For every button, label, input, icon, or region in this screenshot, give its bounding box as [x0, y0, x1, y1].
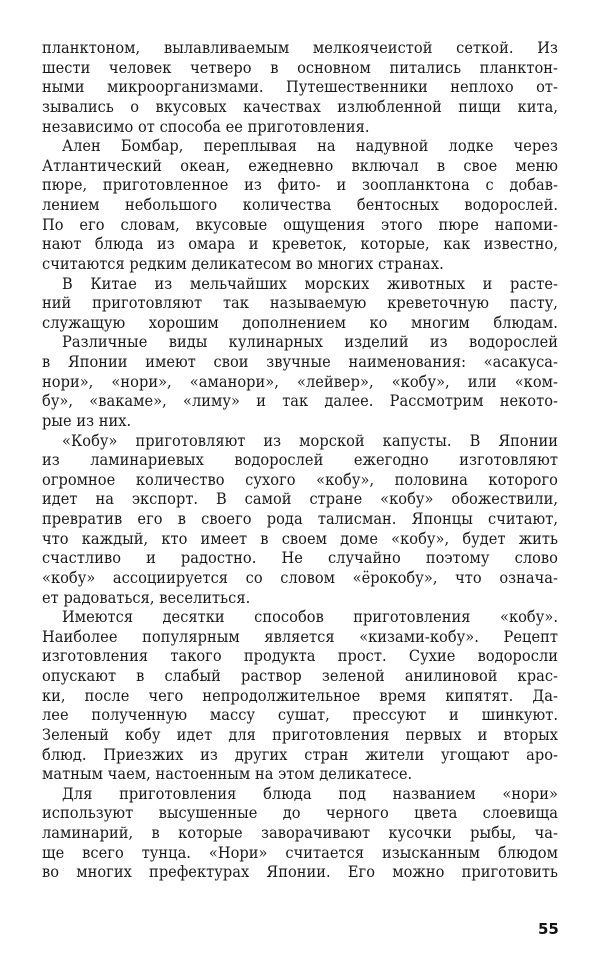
text-line: По его словам, вкусовые ощущения этого пюре напоми- [42, 214, 558, 234]
text-line: идет на экспорт. В самой стране «кобу» обожествили, [42, 489, 558, 509]
text-line: во многих префектурах Японии. Его можно приготовить [42, 862, 558, 882]
text-line: пюре, приготовленное из фито- и зоопланктона с добав- [42, 175, 558, 195]
text-line: В Китае из мельчайших морских животных и расте- [62, 273, 558, 293]
paragraph-5 [42, 431, 558, 608]
text-line: Наиболее популярным является «кизами-кобу». Рецепт [42, 626, 558, 646]
text-line: что каждый, кто имеет в своем доме «кобу», будет жить [42, 528, 558, 548]
text-line: планктоном, вылавливаемым мелкоячеистой сеткой. Из [42, 38, 558, 57]
text-line: нори», «нори», «аманори», «лейвер», «кобу», или «ком- [42, 371, 558, 391]
text-line: «Кобу» приготовляют из морской капусты. В Японии [62, 430, 558, 450]
text-line: блюд. Приезжих из других стран жители угощают аро- [42, 744, 558, 764]
text-line: из ламинариевых водорослей ежегодно изготовляют [42, 450, 558, 470]
paragraph-4 [42, 332, 558, 430]
text-line: независимо от способа ее приготовления. [42, 116, 370, 136]
text-line: ламинарий, в которые заворачивают кусочки рыбы, ча- [42, 823, 558, 842]
text-line: бу», «вакаме», «лиму» и так далее. Рассмотрим некото- [42, 391, 558, 411]
paragraph-1 [42, 38, 558, 136]
text-line: матным чаем, настоенным на этом деликатесе. [42, 764, 413, 784]
text-line: ки, после чего непродолжительное время кипятят. Да- [42, 685, 558, 705]
page-number: 55 [538, 920, 559, 938]
paragraph-6 [42, 607, 558, 784]
text-line: превратив его в своего рода талисман. Японцы считают, [42, 509, 558, 528]
text-line: огромное количество сухого «кобу», половина которого [42, 469, 558, 489]
paragraph-2 [42, 136, 558, 273]
text-line: ще всего тунца. «Нори» считается изысканным блюдом [42, 842, 558, 862]
text-line: ными микроорганизмами. Путешественники неплохо от- [42, 77, 558, 97]
text-line: ет радоваться, веселиться. [42, 587, 251, 607]
paragraph-3 [42, 274, 558, 333]
paragraph-7 [42, 784, 558, 882]
text-line: Имеются десятки способов приготовления «кобу». [62, 607, 558, 627]
text-line: используют высушенные до черного цвета слоевища [42, 803, 558, 823]
text-line: изготовления такого продукта прост. Сухие водоросли [42, 646, 558, 666]
text-line: счастливо и радостно. Не случайно поэтому слово [42, 548, 558, 568]
text-line: лением небольшого количества бентосных водорослей. [42, 195, 558, 214]
text-line: в Японии имеют свои звучные наименования: «асакуса- [42, 352, 558, 371]
text-line: Ален Бомбар, переплывая на надувной лодке через [62, 136, 558, 156]
text-line: ний приготовляют так называемую креветочную пасту, [42, 293, 558, 313]
text-line: Для приготовления блюда под названием «нори» [62, 783, 558, 803]
text-line: рые из них. [42, 410, 132, 430]
text-line: Различные виды кулинарных изделий из водорослей [62, 332, 558, 352]
text-line: Атлантический океан, ежедневно включал в свое меню [42, 155, 558, 175]
text-line: служащую хорошим дополнением ко многим блюдам. [42, 312, 558, 332]
text-line: опускают в слабый раствор зеленой анилиновой крас- [42, 666, 558, 685]
text-line: шести человек четверо в основном питались планктон- [42, 57, 558, 77]
text-line: Зеленый кобу идет для приготовления первых и вторых [42, 724, 558, 744]
text-line: зывались о вкусовых качествах излюбленной пищи кита, [42, 96, 558, 116]
text-line: считаются редким деликатесом во многих странах. [42, 253, 444, 273]
text-line: лее полученную массу сушат, прессуют и шинкуют. [42, 705, 558, 725]
book-page-text [42, 38, 558, 882]
text-line: нают блюда из омара и креветок, которые, как известно, [42, 234, 558, 254]
text-line: «кобу» ассоциируется со словом «ёрокобу», что означа- [42, 567, 558, 587]
